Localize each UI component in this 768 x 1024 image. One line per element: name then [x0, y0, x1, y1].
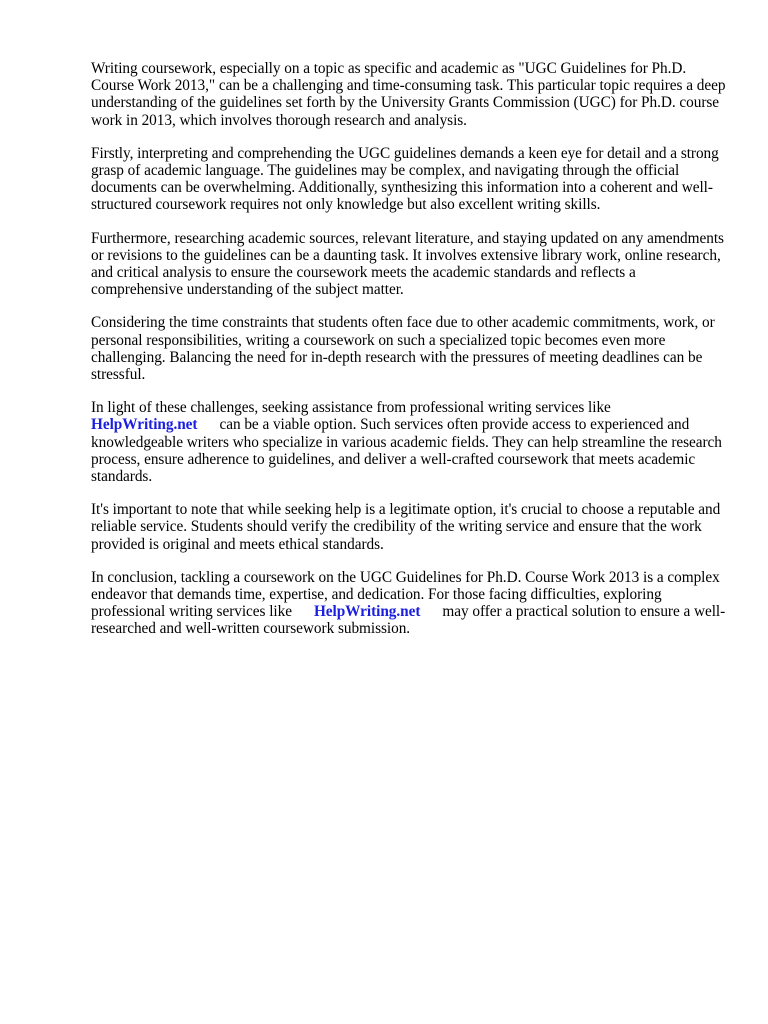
- paragraph-intro: Writing coursework, especially on a topic as specific and academic as "UGC Guidelines for Ph.D. Course Work 2013," can be a challenging and time-consuming task. This particular topic requires a deep understanding of the guidelines set forth by the University Grants Commission (UGC) for Ph.D. course work in 2013, which involves thorough research and analysis.: [91, 60, 726, 129]
- paragraph-conclusion: [91, 569, 731, 638]
- document-body: [91, 60, 731, 654]
- helpwriting-link-conclusion[interactable]: HelpWriting.net: [313, 603, 421, 621]
- helpwriting-link[interactable]: HelpWriting.net: [91, 416, 198, 434]
- paragraph-conclusion-tail: may offer a practical solution to ensure a well-researched and well-written coursework submission.: [91, 603, 726, 638]
- paragraph-interpreting: Firstly, interpreting and comprehending the UGC guidelines demands a keen eye for detail and a strong grasp of academic language. The guidelines may be complex, and navigating through the official documents can be overwhelming. Additionally, synthesizing this information into a coherent and well-structured coursework requires not only knowledge but also excellent writing skills.: [91, 144, 719, 214]
- paragraph-conclusion-lead: In conclusion, tackling a coursework on the UGC Guidelines for Ph.D. Course Work 2013 is a complex endeavor that demands time, expertise, and dedication. For those facing difficulties, exploring professional writing services like: [91, 568, 720, 621]
- paragraph-assistance-lead: In light of these challenges, seeking assistance from professional writing services like: [91, 399, 611, 417]
- paragraph-time-constraints: Considering the time constraints that students often face due to other academic commitments, work, or personal responsibilities, writing a coursework on such a specialized topic becomes even more challenging. Balancing the need for in-depth research with the pressures of meeting deadlines can be stressful.: [91, 314, 715, 384]
- paragraph-assistance: [91, 399, 731, 485]
- paragraph-important-note: It's important to note that while seeking help is a legitimate option, it's crucial to choose a reputable and reliable service. Students should verify the credibility of the writing service and ensure that the work provided is original and meets ethical standards.: [91, 501, 721, 553]
- paragraph-assistance-tail: can be a viable option. Such services often provide access to experienced and knowledgeable writers who specialize in various academic fields. They can help streamline the research process, ensure adherence to guidelines, and deliver a well-crafted coursework that meets academic standards.: [91, 416, 722, 486]
- paragraph-researching: Furthermore, researching academic sources, relevant literature, and staying updated on any amendments or revisions to the guidelines can be a daunting task. It involves extensive library work, online research, and critical analysis to ensure the coursework meets the academic standards and reflects a comprehensive understanding of the subject matter.: [91, 229, 724, 299]
